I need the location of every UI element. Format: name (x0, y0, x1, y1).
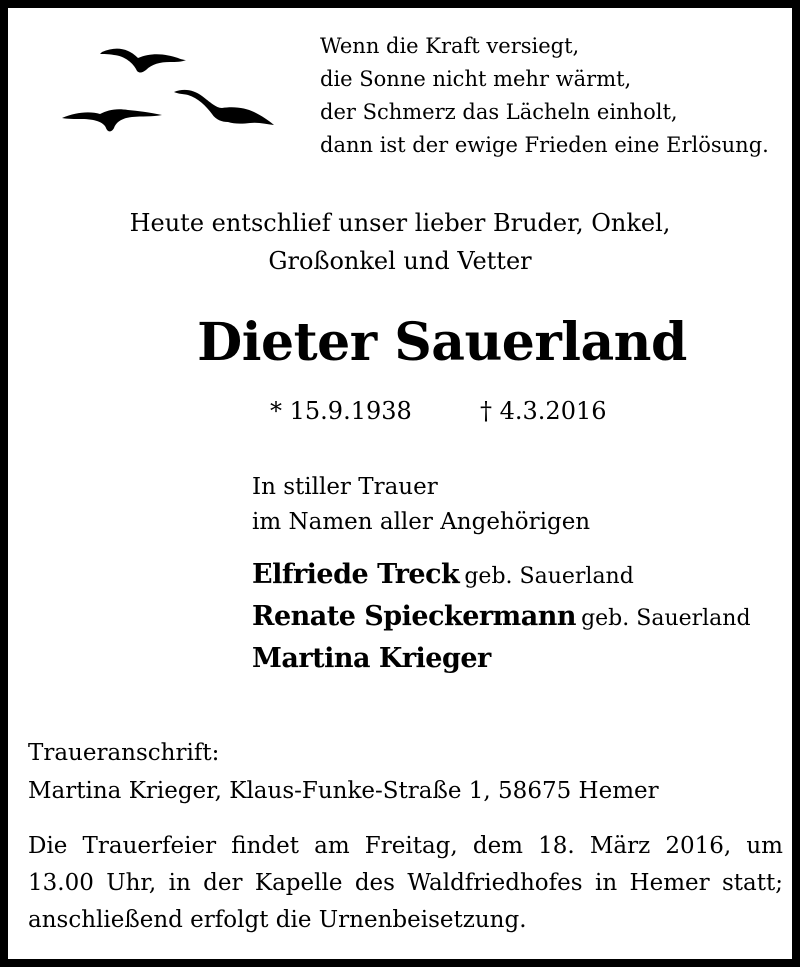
deceased-name: Dieter Sauerland (197, 312, 687, 373)
announcement-line: Heute entschlief unser lieber Bruder, Onkel, (129, 209, 671, 237)
mourning-line: im Namen aller Angehörigen (252, 509, 591, 535)
bird-icon (100, 49, 186, 73)
mourner (252, 596, 751, 638)
birth-date: * 15.9.1938 (270, 397, 412, 425)
poem-line: der Schmerz das Lächeln einholt, (320, 100, 678, 124)
mourner-name: Martina Krieger (252, 643, 491, 674)
poem-line: die Sonne nicht mehr wärmt, (320, 67, 632, 91)
mourner-list (252, 554, 751, 680)
announcement (8, 204, 792, 280)
mourning-line: In stiller Trauer (252, 474, 438, 500)
birds-icon (56, 38, 286, 138)
mourning-text (252, 470, 590, 540)
bird-icon (62, 109, 162, 131)
mourner-name: Elfriede Treck (252, 559, 460, 590)
mourning-address (28, 734, 659, 810)
mourner-name: Renate Spieckermann (252, 601, 576, 632)
announcement-line: Großonkel und Vetter (268, 247, 532, 275)
mourner-maiden-name: geb. Sauerland (581, 606, 751, 631)
funeral-service-text: Die Trauerfeier findet am Freitag, dem 18. März 2016, um 13.00 Uhr, in der Kapelle des Waldfriedhofes in Hemer statt; anschließend erfolgt die Urnenbeisetzung. (28, 833, 783, 933)
mourner (252, 638, 751, 680)
poem (320, 30, 769, 162)
death-date: † 4.3.2016 (480, 397, 607, 425)
poem-line: Wenn die Kraft versiegt, (320, 34, 580, 58)
mourner (252, 554, 751, 596)
poem-line: dann ist der ewige Frieden eine Erlösung. (320, 133, 769, 157)
address-label: Traueranschrift: (28, 740, 220, 766)
mourner-maiden-name: geb. Sauerland (464, 564, 634, 589)
bird-icon (174, 90, 274, 125)
address-value: Martina Krieger, Klaus-Funke-Straße 1, 58675 Hemer (28, 778, 659, 804)
